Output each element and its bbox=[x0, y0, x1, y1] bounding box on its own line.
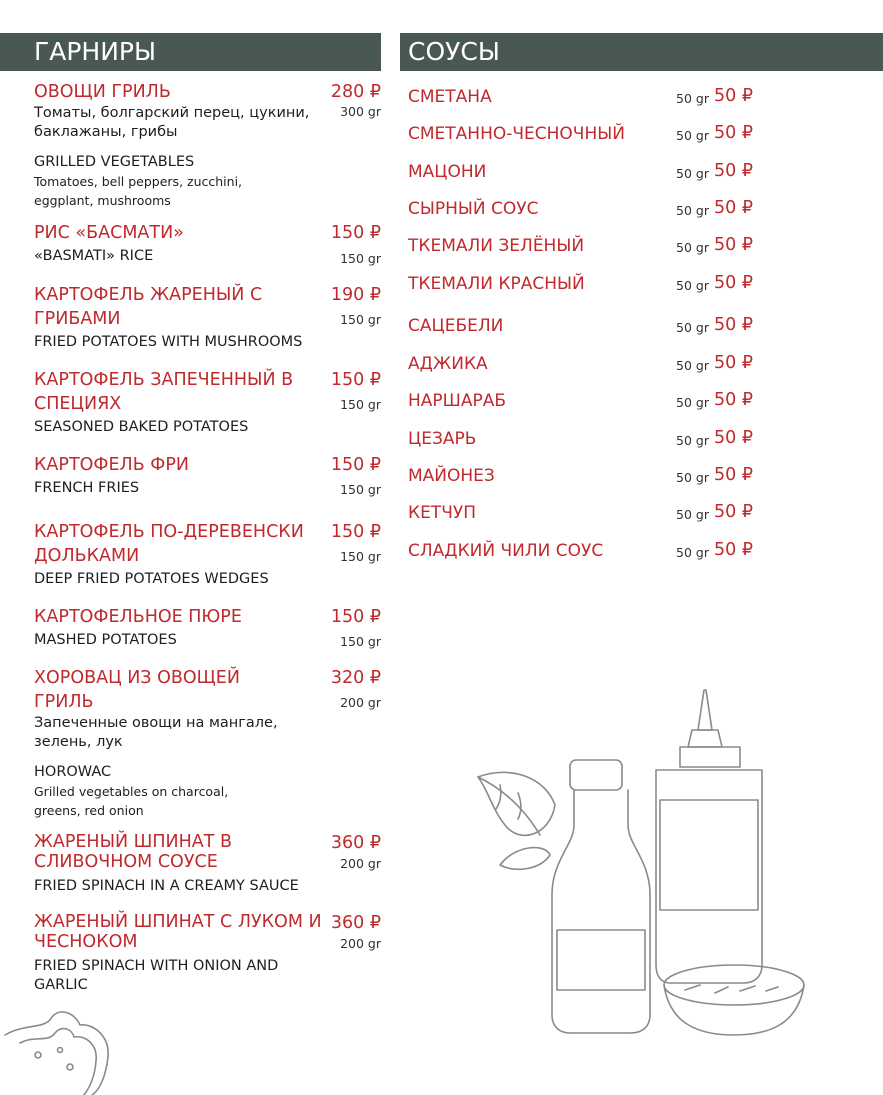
dish-horovac bbox=[34, 666, 381, 820]
dish-weight: 150 gr bbox=[340, 397, 381, 412]
dish-weight: 150 gr bbox=[340, 251, 381, 266]
dish-english-name: FRIED SPINACH IN A CREAMY SAUCE bbox=[34, 878, 299, 894]
sauce-name: НАРШАРАБ bbox=[408, 391, 507, 411]
sauce-weight: 50 gr bbox=[676, 433, 709, 448]
sauce-price: 50 ₽ bbox=[714, 315, 753, 335]
sauce-row bbox=[408, 501, 768, 525]
dish-basmati-rice bbox=[34, 221, 381, 266]
dish-price: 320 ₽ bbox=[330, 668, 381, 688]
sauce-price: 50 ₽ bbox=[714, 465, 753, 485]
sauce-name: СМЕТАННО-ЧЕСНОЧНЫЙ bbox=[408, 124, 625, 144]
sauce-price: 50 ₽ bbox=[714, 86, 753, 106]
dish-price: 360 ₽ bbox=[330, 913, 381, 933]
sauce-weight: 50 gr bbox=[676, 507, 709, 522]
sauce-price: 50 ₽ bbox=[714, 198, 753, 218]
dish-english-description: Grilled vegetables on charcoal, greens, red onion bbox=[34, 784, 229, 818]
sauce-name: СМЕТАНА bbox=[408, 87, 492, 107]
sauce-bottles-illustration bbox=[470, 685, 820, 1045]
dish-name: ЖАРЕНЫЙ ШПИНАТ С ЛУКОМ И ЧЕСНОКОМ bbox=[34, 912, 322, 952]
dish-weight: 200 gr bbox=[340, 936, 381, 951]
dish-price: 150 ₽ bbox=[330, 223, 381, 243]
dish-price: 360 ₽ bbox=[330, 833, 381, 853]
dish-name: ЖАРЕНЫЙ ШПИНАТ В СЛИВОЧНОМ СОУСЕ bbox=[34, 832, 233, 872]
dish-name: КАРТОФЕЛЬ ФРИ bbox=[34, 455, 189, 475]
dish-weight: 300 gr bbox=[340, 104, 381, 119]
glass-bottle-icon bbox=[552, 760, 650, 1033]
sauces-title: СОУСЫ bbox=[408, 37, 500, 66]
sauce-name: СЫРНЫЙ СОУС bbox=[408, 199, 539, 219]
dish-english-description: Tomatoes, bell peppers, zucchini, eggplant, mushrooms bbox=[34, 174, 243, 208]
sauce-weight: 50 gr bbox=[676, 358, 709, 373]
sauce-name: ТКЕМАЛИ КРАСНЫЙ bbox=[408, 274, 585, 294]
dish-price: 280 ₽ bbox=[330, 82, 381, 102]
sauce-price: 50 ₽ bbox=[714, 161, 753, 181]
dish-name: КАРТОФЕЛЬ ЗАПЕЧЕННЫЙ В СПЕЦИЯХ bbox=[34, 370, 294, 414]
dish-weight: 200 gr bbox=[340, 856, 381, 871]
dish-name: ХОРОВАЦ ИЗ ОВОЩЕЙ ГРИЛЬ bbox=[34, 668, 240, 712]
sauce-row bbox=[408, 197, 768, 221]
sauce-weight: 50 gr bbox=[676, 278, 709, 293]
dish-description: Запеченные овощи на мангале, зелень, лук bbox=[34, 715, 278, 750]
sauce-price: 50 ₽ bbox=[714, 353, 753, 373]
sauce-weight: 50 gr bbox=[676, 470, 709, 485]
dish-english-name: «BASMATI» RICE bbox=[34, 248, 154, 264]
sauce-price: 50 ₽ bbox=[714, 123, 753, 143]
dish-french-fries bbox=[34, 453, 381, 498]
dish-weight: 150 gr bbox=[340, 634, 381, 649]
dish-price: 150 ₽ bbox=[330, 607, 381, 627]
dish-weight: 150 gr bbox=[340, 482, 381, 497]
dish-english-name: FRENCH FRIES bbox=[34, 480, 140, 496]
dip-bowl-icon bbox=[664, 965, 804, 1035]
dish-seasoned-baked-potatoes bbox=[34, 368, 381, 437]
dish-price: 190 ₽ bbox=[330, 285, 381, 305]
sauce-price: 50 ₽ bbox=[714, 428, 753, 448]
sauce-name: САЦЕБЕЛИ bbox=[408, 316, 504, 336]
bell-pepper-illustration bbox=[0, 1005, 115, 1095]
dish-description: Томаты, болгарский перец, цукини, баклажаны, грибы bbox=[34, 105, 310, 140]
dish-mashed-potatoes bbox=[34, 605, 381, 650]
garnishes-title: ГАРНИРЫ bbox=[34, 37, 157, 66]
sauce-name: СЛАДКИЙ ЧИЛИ СОУС bbox=[408, 541, 604, 561]
dish-english-name: GRILLED VEGETABLES bbox=[34, 154, 195, 170]
dish-english-name: HOROWAC bbox=[34, 764, 112, 780]
dish-price: 150 ₽ bbox=[330, 455, 381, 475]
sauce-weight: 50 gr bbox=[676, 240, 709, 255]
sauces-header bbox=[400, 33, 883, 71]
sauce-row bbox=[408, 314, 768, 338]
dish-price: 150 ₽ bbox=[330, 370, 381, 390]
dish-potato-wedges bbox=[34, 520, 381, 589]
sauce-row bbox=[408, 427, 768, 451]
sauce-name: МАЙОНЕЗ bbox=[408, 466, 495, 486]
sauce-weight: 50 gr bbox=[676, 128, 709, 143]
dish-weight: 150 gr bbox=[340, 312, 381, 327]
sauce-weight: 50 gr bbox=[676, 166, 709, 181]
sauce-row bbox=[408, 272, 768, 296]
dish-fried-potatoes-mushrooms bbox=[34, 283, 381, 352]
sauce-price: 50 ₽ bbox=[714, 502, 753, 522]
dish-name: ОВОЩИ ГРИЛЬ bbox=[34, 82, 171, 102]
dish-weight: 150 gr bbox=[340, 549, 381, 564]
sauce-row bbox=[408, 122, 768, 146]
sauce-row bbox=[408, 539, 768, 563]
sauce-name: ЦЕЗАРЬ bbox=[408, 429, 477, 449]
sauce-price: 50 ₽ bbox=[714, 235, 753, 255]
dish-weight: 200 gr bbox=[340, 695, 381, 710]
dish-price: 150 ₽ bbox=[330, 522, 381, 542]
dish-english-name: FRIED POTATOES WITH MUSHROOMS bbox=[34, 334, 303, 350]
sauce-name: АДЖИКА bbox=[408, 354, 488, 374]
dish-english-name: SEASONED BAKED POTATOES bbox=[34, 419, 249, 435]
sauce-row bbox=[408, 464, 768, 488]
sauce-name: ТКЕМАЛИ ЗЕЛЁНЫЙ bbox=[408, 236, 585, 256]
dish-name: КАРТОФЕЛЬ ПО-ДЕРЕВЕНСКИ ДОЛЬКАМИ bbox=[34, 522, 304, 566]
sauce-row bbox=[408, 352, 768, 376]
sauce-weight: 50 gr bbox=[676, 203, 709, 218]
sauce-row bbox=[408, 389, 768, 413]
sauce-name: МАЦОНИ bbox=[408, 162, 487, 182]
sauce-row bbox=[408, 234, 768, 258]
sauce-row bbox=[408, 85, 768, 109]
garnishes-header bbox=[0, 33, 381, 71]
dish-english-name: DEEP FRIED POTATOES WEDGES bbox=[34, 571, 269, 587]
squeeze-bottle-icon bbox=[656, 690, 762, 983]
dish-spinach-creamy bbox=[34, 832, 381, 896]
dish-spinach-garlic bbox=[34, 912, 381, 995]
sauce-name: КЕТЧУП bbox=[408, 503, 476, 523]
sauce-weight: 50 gr bbox=[676, 395, 709, 410]
basil-leaf-icon bbox=[478, 772, 555, 869]
sauce-row bbox=[408, 160, 768, 184]
dish-name: РИС «БАСМАТИ» bbox=[34, 223, 184, 243]
dish-name: КАРТОФЕЛЬ ЖАРЕНЫЙ С ГРИБАМИ bbox=[34, 285, 263, 329]
sauce-price: 50 ₽ bbox=[714, 273, 753, 293]
dish-name: КАРТОФЕЛЬНОЕ ПЮРЕ bbox=[34, 607, 242, 627]
sauce-weight: 50 gr bbox=[676, 320, 709, 335]
dish-english-name: MASHED POTATOES bbox=[34, 632, 177, 648]
dish-english-name: FRIED SPINACH WITH ONION AND GARLIC bbox=[34, 958, 279, 993]
sauce-weight: 50 gr bbox=[676, 545, 709, 560]
sauce-weight: 50 gr bbox=[676, 91, 709, 106]
dish-grilled-vegetables bbox=[34, 80, 381, 210]
sauce-price: 50 ₽ bbox=[714, 540, 753, 560]
sauce-price: 50 ₽ bbox=[714, 390, 753, 410]
